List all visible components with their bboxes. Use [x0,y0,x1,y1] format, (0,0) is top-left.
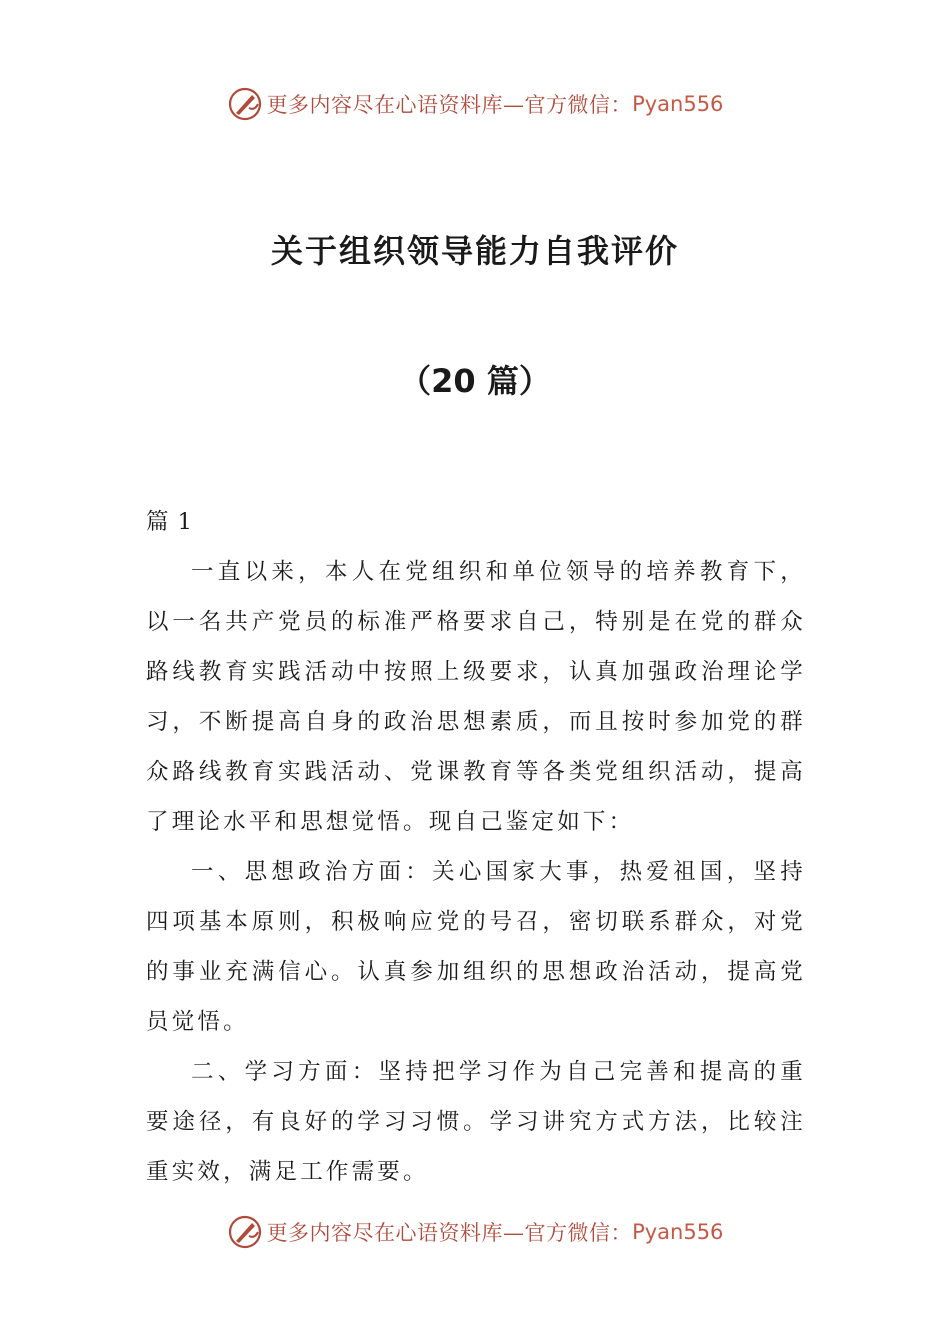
quill-logo-icon [227,1214,263,1250]
header-wechat-id: Pyan556 [632,92,724,116]
footer-wechat-id: Pyan556 [632,1220,724,1244]
footer-brand-text: 更多内容尽在心语资料库—官方微信： [266,1221,633,1245]
paragraph-political: 一、思想政治方面：关心国家大事，热爱祖国，坚持四项基本原则，积极响应党的号召，密切联系群众，对党的事业充满信心。认真参加组织的思想政治活动，提高党员觉悟。 [146,859,806,1035]
header-brand-text: 更多内容尽在心语资料库—官方微信： [266,93,633,117]
paragraph-intro: 一直以来，本人在党组织和单位领导的培养教育下，以一名共产党员的标准严格要求自己，特别是在党的群众路线教育实践活动中按照上级要求，认真加强政治理论学习，不断提高自身的政治思想素质，而且按时参加党的群众路线教育实践活动、党课教育等各类党组织活动，提高了理论水平和思想觉悟。现自己鉴定如下： [146,559,806,835]
footer-watermark [0,1212,950,1252]
paragraph-study: 二、学习方面：坚持把学习作为自己完善和提高的重要途径，有良好的学习习惯。学习讲究方式方法，比较注重实效，满足工作需要。 [146,1059,806,1185]
document-body [146,497,806,1197]
document-title: 关于组织领导能力自我评价 [270,232,679,270]
quill-logo-icon [227,86,263,122]
document-subtitle: （20 篇） [399,362,551,400]
header-watermark [0,84,950,124]
section-label: 篇 1 [146,509,193,535]
